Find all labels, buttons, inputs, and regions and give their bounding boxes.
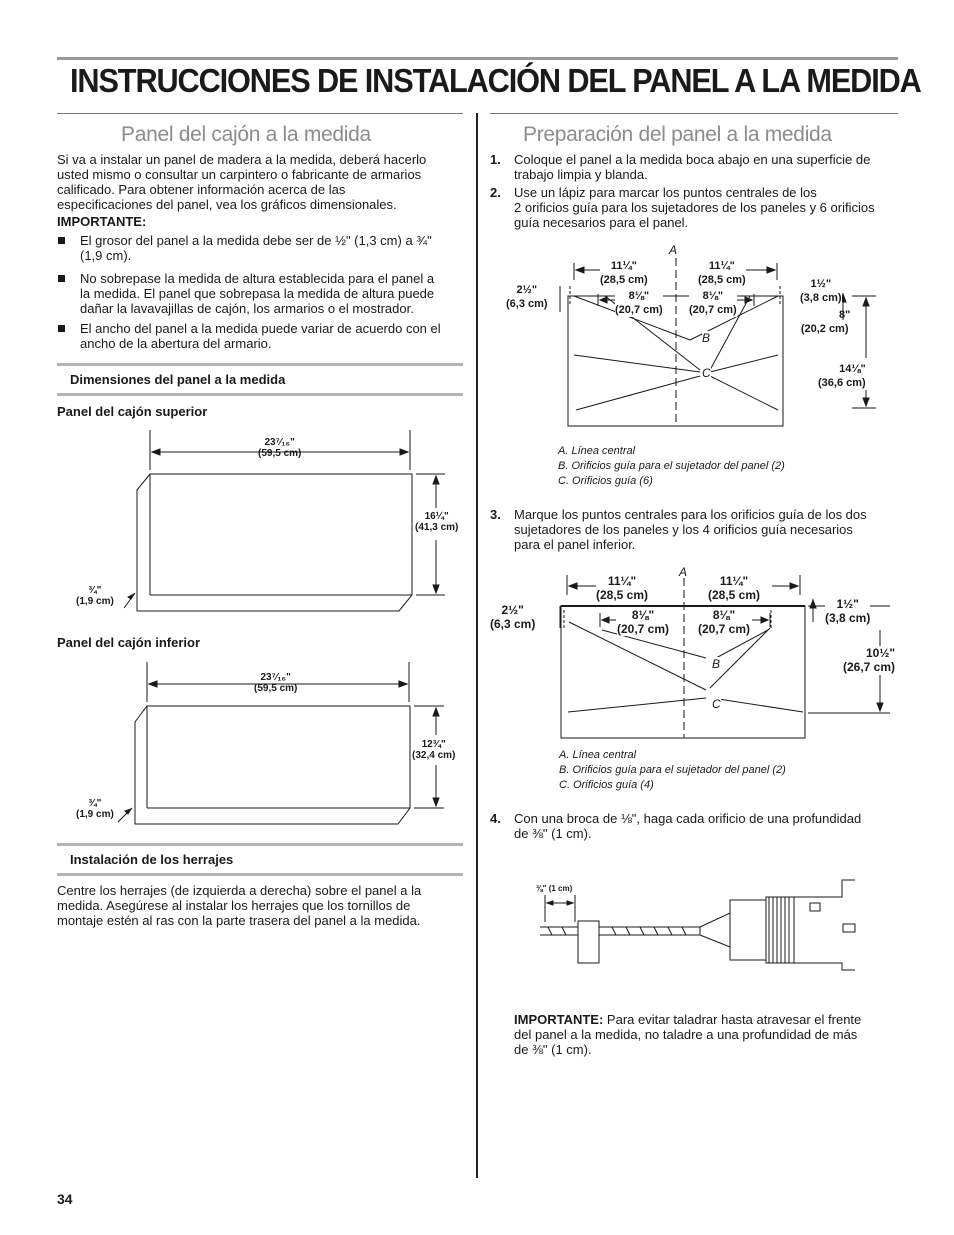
- dimension-left-half: 11¼" (28,5 cm): [600, 260, 648, 286]
- hardware-heading: Instalación de los herrajes: [70, 852, 234, 867]
- lower-width-dimension: 23⁷⁄₁₆" (59,5 cm): [254, 672, 298, 694]
- figure-captions: A. Línea central B. Orificios guía para el sujetador del panel (2) C. Orificios guía (6): [558, 445, 785, 487]
- bullet-item: El grosor del panel a la medida debe ser de ½" (1,3 cm) a ¾" (1,9 cm).: [80, 233, 432, 263]
- step-number: 2.: [490, 185, 501, 200]
- label-c-pilot-holes: C: [702, 366, 711, 380]
- important-note: IMPORTANTE: Para evitar taladrar hasta atravesar el frente del panel a la medida, no taladre a una profundidad de más de ⅜" (1 cm).: [514, 1012, 862, 1057]
- dimension-height-right: 14⅛" (36,6 cm): [818, 363, 866, 389]
- important-label: IMPORTANTE:: [514, 1012, 604, 1027]
- step-number: 3.: [490, 507, 501, 522]
- upper-thickness-dimension: ¾" (1,9 cm): [76, 585, 114, 607]
- step-text: Use un lápiz para marcar los puntos centrales de los 2 orificios guía para los sujetadores de los paneles y 6 orificios guía necesarios para el panel.: [514, 185, 875, 230]
- page-number: 34: [57, 1191, 73, 1207]
- dimension-right-half: 11¼" (28,5 cm): [708, 574, 761, 602]
- figure-captions: A. Línea central B. Orificios guía para el sujetador del panel (2) C. Orificios guía (4): [559, 749, 786, 791]
- upper-panel-heading: Panel del cajón superior: [57, 404, 208, 419]
- lower-panel-heading: Panel del cajón inferior: [57, 635, 201, 650]
- dimension-top-left: 2½" (6,3 cm): [490, 603, 536, 631]
- dimension-right-half: 11¼" (28,5 cm): [698, 260, 746, 286]
- dimension-middle-right: 8" (20,2 cm): [800, 309, 851, 335]
- dimension-right-inner: 8⅛" (20,7 cm): [698, 608, 751, 636]
- lower-thickness-dimension: ¾" (1,9 cm): [76, 798, 114, 820]
- label-a-centerline: A: [679, 565, 688, 579]
- dimension-top-left: 2½" (6,3 cm): [506, 284, 548, 310]
- dimension-top-right: 1½" (3,8 cm): [800, 278, 842, 304]
- label-b-fastener-holes: B: [702, 331, 711, 345]
- label-b-fastener-holes: B: [712, 657, 721, 671]
- dimension-top-right: 1½" (3,8 cm): [825, 597, 871, 625]
- upper-height-dimension: 16¼" (41,3 cm): [415, 511, 459, 533]
- bullet-item: El ancho del panel a la medida puede variar de acuerdo con el ancho de la abertura del armario.: [80, 321, 441, 351]
- drill-depth-label: ⅜" (1 cm): [536, 884, 573, 893]
- dimensions-heading: Dimensiones del panel a la medida: [70, 372, 286, 387]
- dimension-height-right: 10½" (26,7 cm): [843, 646, 896, 674]
- dimension-left-inner: 8⅛" (20,7 cm): [615, 290, 663, 316]
- upper-width-dimension: 23⁷⁄₁₆" (59,5 cm): [258, 437, 302, 459]
- page-title: INSTRUCCIONES DE INSTALACIÓN DEL PANEL A LA MEDIDA: [70, 62, 921, 99]
- step-text: Coloque el panel a la medida boca abajo en una superficie de trabajo limpia y blanda.: [514, 152, 871, 182]
- label-c-pilot-holes: C: [712, 697, 721, 711]
- dimension-left-half: 11¼" (28,5 cm): [596, 574, 649, 602]
- important-label: IMPORTANTE:: [57, 214, 147, 229]
- label-a-centerline: A: [669, 243, 678, 257]
- lower-height-dimension: 12¾" (32,4 cm): [412, 739, 456, 761]
- step-number: 4.: [490, 811, 501, 826]
- bullet-item: No sobrepase la medida de altura establecida para el panel a la medida. El panel que sobrepasa la medida de altura puede dañar la lavavajillas de cajón, los armarios o el mostrador.: [80, 271, 435, 316]
- dimension-right-inner: 8⅛" (20,7 cm): [689, 290, 737, 316]
- step-number: 1.: [490, 152, 501, 167]
- section-title-custom-drawer-panel: Panel del cajón a la medida: [121, 123, 371, 146]
- intro-paragraph: Si va a instalar un panel de madera a la medida, deberá hacerlo usted mismo o consultar un carpintero o fabricante de armarios calificado. Para obtener información acerca de las especificaciones del panel, vea los gráficos dimensionales.: [57, 152, 427, 212]
- step-text: Marque los puntos centrales para los orificios guía de los dos sujetadores de los paneles y los 4 orificios guía necesarios para el panel inferior.: [514, 507, 867, 552]
- section-title-panel-preparation: Preparación del panel a la medida: [523, 123, 832, 146]
- dimension-left-inner: 8⅛" (20,7 cm): [617, 608, 670, 636]
- hardware-paragraph: Centre los herrajes (de izquierda a derecha) sobre el panel a la medida. Asegúrese al instalar los herrajes que los tornillos de montaje estén al ras con la parte trasera del panel a la medida.: [57, 883, 422, 928]
- step-text: Con una broca de ⅛", haga cada orificio de una profundidad de ⅜" (1 cm).: [514, 811, 862, 841]
